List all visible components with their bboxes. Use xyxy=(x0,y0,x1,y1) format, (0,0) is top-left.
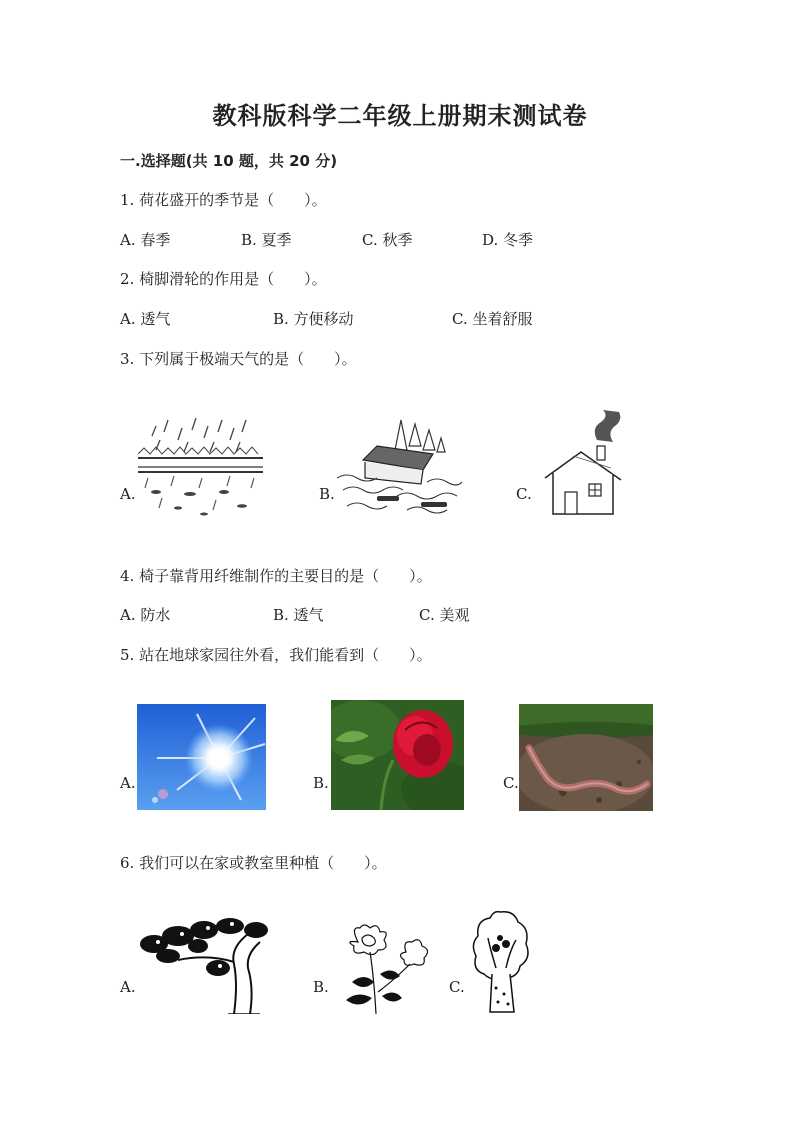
q1-option-a[interactable]: A. 春季 xyxy=(120,231,171,249)
question-1-stem: 1. 荷花盛开的季节是（ ）。 xyxy=(120,191,327,209)
q6-option-c[interactable]: C. xyxy=(449,978,465,996)
q5-option-b[interactable]: B. xyxy=(313,774,329,792)
page-title: 教科版科学二年级上册期末测试卷 xyxy=(212,102,588,130)
q3-option-b[interactable]: B. xyxy=(319,485,335,503)
tree-drawing xyxy=(470,908,532,1014)
rose-photo xyxy=(331,700,464,810)
rain-storm-drawing xyxy=(138,412,263,518)
q1-option-c[interactable]: C. 秋季 xyxy=(362,231,413,249)
q4-option-a[interactable]: A. 防水 xyxy=(120,606,171,624)
q2-option-c[interactable]: C. 坐着舒服 xyxy=(452,310,533,328)
q4-option-c[interactable]: C. 美观 xyxy=(419,606,470,624)
q6-option-b[interactable]: B. xyxy=(313,978,329,996)
q2-option-b[interactable]: B. 方便移动 xyxy=(273,310,354,328)
q5-option-a[interactable]: A. xyxy=(120,774,136,792)
question-6-stem: 6. 我们可以在家或教室里种植（ ）。 xyxy=(120,854,387,872)
q1-option-d[interactable]: D. 冬季 xyxy=(482,231,534,249)
q6-option-a[interactable]: A. xyxy=(120,978,136,996)
question-3-stem: 3. 下列属于极端天气的是（ ）。 xyxy=(120,350,357,368)
question-2-stem: 2. 椅脚滑轮的作用是（ ）。 xyxy=(120,270,327,288)
section-heading: 一.选择题(共 10 题，共 20 分) xyxy=(120,152,338,170)
house-chimney-drawing xyxy=(543,410,623,518)
chrysanthemum-drawing xyxy=(330,922,432,1014)
flood-house-drawing xyxy=(337,416,462,518)
q2-option-a[interactable]: A. 透气 xyxy=(120,310,171,328)
pine-tree-drawing xyxy=(138,914,273,1014)
earthworm-photo xyxy=(519,704,653,811)
question-4-stem: 4. 椅子靠背用纤维制作的主要目的是（ ）。 xyxy=(120,567,432,585)
question-5-stem: 5. 站在地球家园往外看，我们能看到（ ）。 xyxy=(120,646,432,664)
q1-option-b[interactable]: B. 夏季 xyxy=(241,231,292,249)
q4-option-b[interactable]: B. 透气 xyxy=(273,606,324,624)
sun-photo xyxy=(137,704,266,810)
q3-option-c[interactable]: C. xyxy=(516,485,532,503)
q3-option-a[interactable]: A. xyxy=(120,485,136,503)
q5-option-c[interactable]: C. xyxy=(503,774,519,792)
